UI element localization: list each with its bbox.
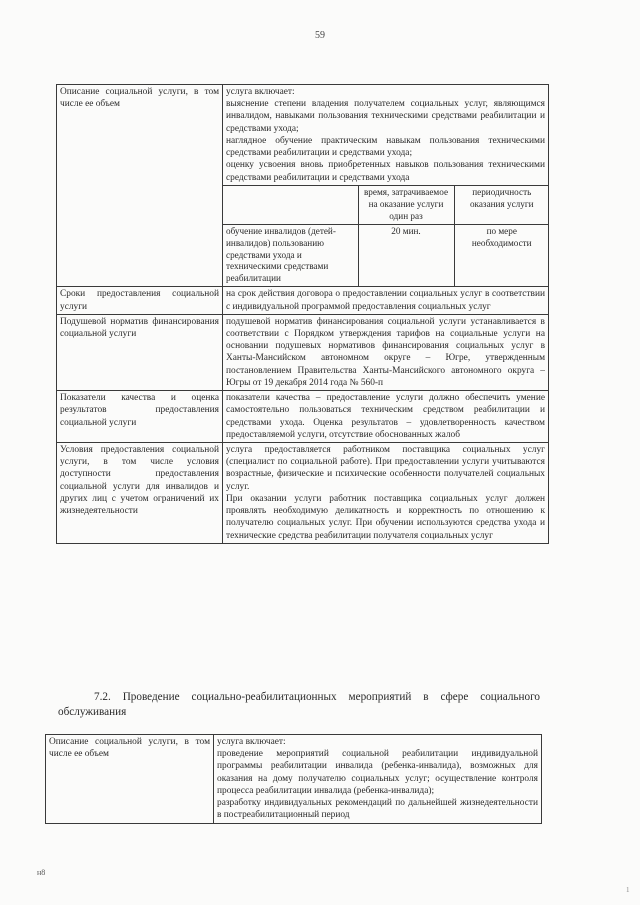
frequency-value-cell: по мере необходимости bbox=[454, 224, 549, 286]
description-paragraph: выяснение степени владения получателем социальных услуг, являющимся инвалидом, навыками пользования техническими средствами реабилитации и средствами ухода; bbox=[226, 99, 545, 134]
normative-text: подушевой норматив финансирования социальной услуги устанавливается в соответствии с Порядком утверждения тарифов на социальные услуги на основании подушевых нормативов финансирования социальных услуг в Ханты-Мансийском автономном округе – Югре, утвержденным постановлением Правительства Ханты-Мансийского автономного округа – Югры от 19 декабря 2014 года № 560-п bbox=[223, 314, 549, 390]
description-label: Описание социальной услуги, в том числе ее объем bbox=[57, 85, 223, 287]
service-standard-table bbox=[56, 84, 549, 544]
quality-label: Показатели качества и оценка результатов предоставления социальной услуги bbox=[57, 391, 223, 443]
description-row bbox=[57, 85, 549, 287]
time-header: время, затрачиваемое на оказание услуги один раз bbox=[358, 185, 454, 224]
description-paragraph: наглядное обучение практическим навыкам пользования техническими средствами реабилитации и средствами ухода; bbox=[226, 135, 545, 159]
rehab-paragraph: разработку индивидуальных рекомендаций по дальнейшей жизнедеятельности в постреабилитационный период bbox=[217, 798, 538, 821]
rehabilitation-table bbox=[45, 734, 542, 824]
margin-mark: 1 bbox=[626, 886, 630, 894]
page-number: 59 bbox=[315, 30, 325, 41]
conditions-label: Условия предоставления социальной услуги, в том числе условия доступности предоставления социальной услуги для инвалидов и других лиц с учетом ограничений их жизнедеятельности bbox=[57, 443, 223, 544]
volume-header-row bbox=[223, 185, 549, 224]
volume-data-row bbox=[223, 224, 549, 286]
description-paragraph: услуга включает: bbox=[226, 87, 295, 97]
normative-label: Подушевой норматив финансирования социальной услуги bbox=[57, 314, 223, 390]
conditions-text bbox=[223, 443, 549, 544]
time-value-cell: 20 мин. bbox=[358, 224, 454, 286]
conditions-row bbox=[57, 443, 549, 544]
conditions-paragraph: услуга предоставляется работником поставщика социальных услуг (специалист по социальной работе). При предоставлении услуги учитываются возрастные, физические и психические особенности получателей социальных услуг. bbox=[226, 445, 545, 492]
description-paragraph: оценку усвоения вновь приобретенных навыков пользования техническими средствами реабилитации и средствами ухода bbox=[226, 160, 545, 183]
rehab-description-text bbox=[214, 735, 542, 824]
terms-label: Сроки предоставления социальной услуги bbox=[57, 287, 223, 314]
terms-text: на срок действия договора о предоставлении социальных услуг в соответствии с индивидуальной программой предоставления социальных услуг bbox=[223, 287, 549, 314]
quality-text: показатели качества – предоставление услуги должно обеспечить умение самостоятельно пользоваться техническим средством реабилитации и средствами ухода. Оценка результатов – удовлетворенность качеством предоставляемой услуги, отсутствие обоснованных жалоб bbox=[223, 391, 549, 443]
rehab-paragraph: услуга включает: bbox=[217, 737, 286, 747]
description-content bbox=[223, 85, 549, 287]
section-heading: 7.2. Проведение социально-реабилитационных мероприятий в сфере социального обслуживания bbox=[58, 691, 540, 718]
service-name-cell: обучение инвалидов (детей-инвалидов) пользованию средствами ухода и техническими средствами реабилитации bbox=[223, 224, 358, 286]
normative-row bbox=[57, 314, 549, 390]
volume-header-empty bbox=[223, 185, 358, 224]
rehab-description-label: Описание социальной услуги, в том числе ее объем bbox=[46, 735, 214, 824]
service-volume-table bbox=[223, 185, 549, 287]
frequency-header: периодичность оказания услуги bbox=[454, 185, 549, 224]
rehab-paragraph: проведение мероприятий социальной реабилитации индивидуальной программы реабилитации инвалида (ребенка-инвалида), возможных для оказания на дому получателю социальных услуг; осуществление контроля процесса реабилитации инвалида (ребенка-инвалида); bbox=[217, 749, 538, 796]
quality-row bbox=[57, 391, 549, 443]
footer-mark: н8 bbox=[37, 868, 46, 877]
rehab-description-row bbox=[46, 735, 542, 824]
conditions-paragraph: При оказании услуги работник поставщика социальных услуг должен проявлять необходимую деликатность и корректность по отношению к получателю социальных услуг. При обучении используются средства ухода и технические средства реабилитации получателя социальных услуг bbox=[226, 493, 545, 541]
terms-row bbox=[57, 287, 549, 314]
